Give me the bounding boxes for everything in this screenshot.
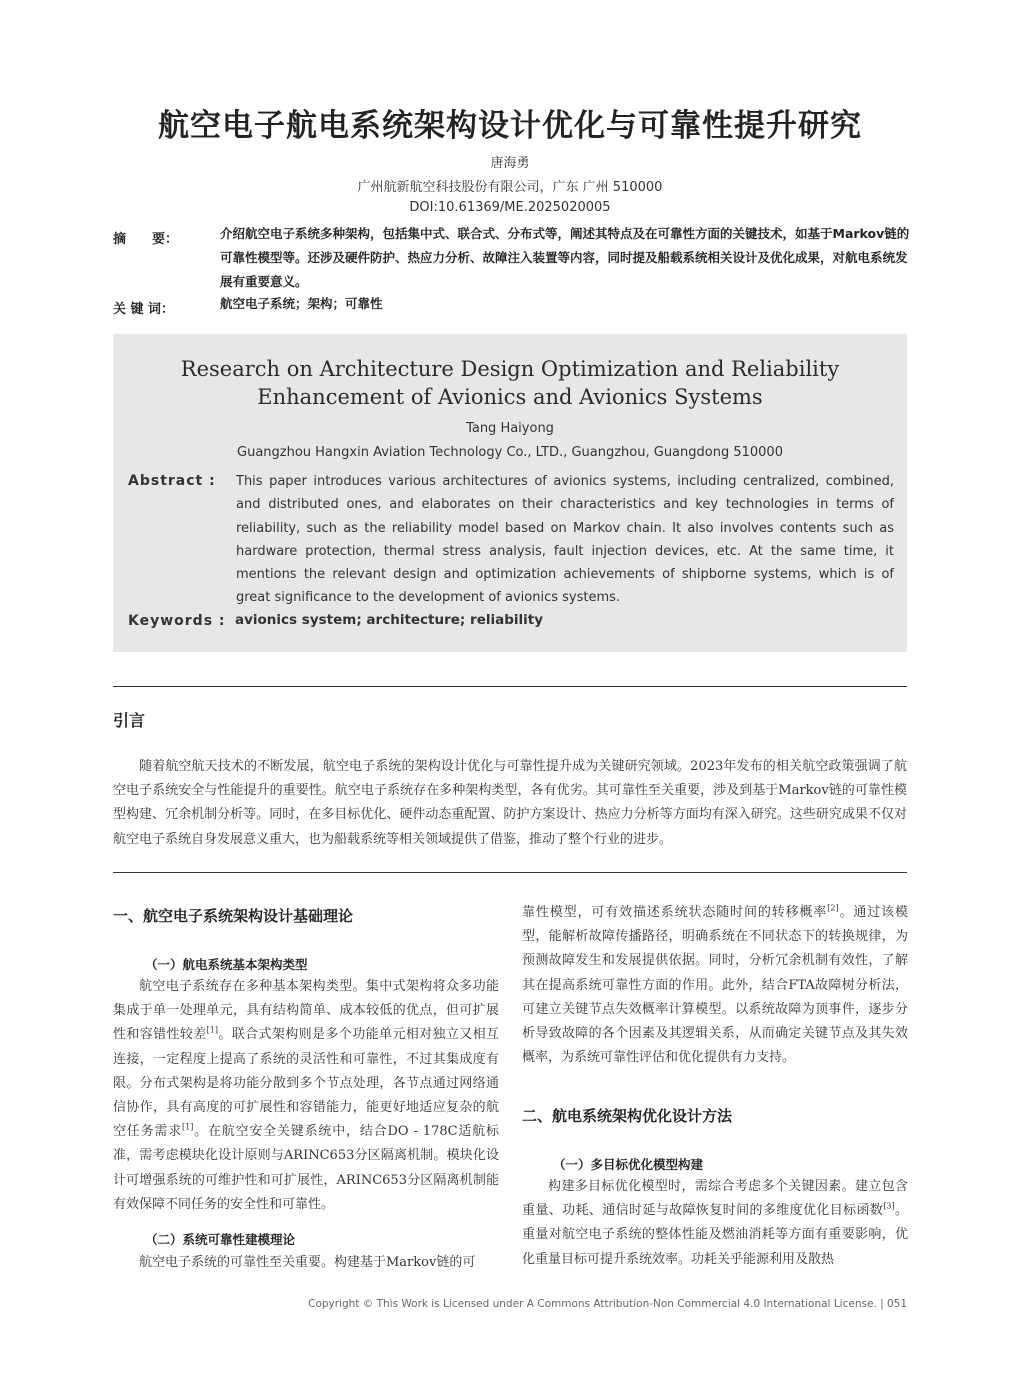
doi: DOI:10.61369/ME.2025020005 <box>409 200 611 215</box>
english-keywords-label: Keywords : <box>128 613 226 629</box>
section1-sub2-paragraph-cont: 靠性模型，可有效描述系统状态随时间的转移概率[2]。通过该模型，能解析故障传播路径，明确系统在不同状态下的转换规律，为预测故障发生和发展提供依据。同时，分析冗余机制有效性，了解其在提高系统可靠性方面的作用。此外，结合FTA故障树分析法，可建立关键节点失效概率计算模型。以系统故障为顶事件，逐步分析导致故障的各个因素及其逻辑关系，从而确定关键节点及其失效概率，为系统可靠性评估和优化提供有力支持。 <box>522 903 908 1066</box>
citation[interactable]: [1] <box>206 1026 219 1036</box>
keywords-label: 关 键 词： <box>113 302 175 317</box>
section2-sub1-paragraph: 构建多目标优化模型时，需综合考虑多个关键因素。建立包含重量、功耗、通信时延与故障恢复时间的多维度优化目标函数[3]。重量对航空电子系统的整体性能及燃油消耗等方面有重要影响，优化重量目标可提升系统效率。功耗关乎能源利用及散热 <box>522 1179 908 1267</box>
keywords-text: 航空电子系统；架构；可靠性 <box>220 296 383 311</box>
abstract-label: 摘 要： <box>113 232 179 247</box>
english-author: Tang Haiyong <box>466 421 554 436</box>
english-abstract-text: This paper introduces various architectures of avionics systems, including centralized, combined, and distributed ones, and elaborates on their characteristics and key technologies in terms of reliability, such as the reliability model based on Markov chain. It also involves contents such as hardware protection, thermal stress analysis, fault injection devices, etc. At the same time, it mentions the relevant design and optimization achievements of shipborne systems, which is of great significance to the development of avionics systems. <box>236 474 894 606</box>
intro-paragraph: 随着航空航天技术的不断发展，航空电子系统的架构设计优化与可靠性提升成为关键研究领域。2023年发布的相关航空政策强调了航空电子系统安全与性能提升的重要性。航空电子系统存在多种架构类型，各有优劣。其可靠性至关重要，涉及到基于Markov链的可靠性模型构建、冗余机制分析等。同时，在多目标优化、硬件动态重配置、防护方案设计、热应力分析等方面均有深入研究。这些研究成果不仅对航空电子系统自身发展意义重大，也为船载系统等相关领域提供了借鉴，推动了整个行业的进步。 <box>113 759 907 847</box>
english-affiliation: Guangzhou Hangxin Aviation Technology Co., LTD., Guangzhou, Guangdong 510000 <box>237 445 783 460</box>
section1-sub2-heading: （二）系统可靠性建模理论 <box>145 1232 296 1247</box>
citation[interactable]: [1] <box>182 1122 194 1132</box>
section2-heading: 二、航电系统架构优化设计方法 <box>522 1107 733 1125</box>
citation[interactable]: [3] <box>883 1201 895 1211</box>
citation[interactable]: [2] <box>827 903 839 913</box>
english-abstract-label: Abstract : <box>128 473 216 489</box>
section1-sub1-heading: （一）航电系统基本架构类型 <box>145 957 308 972</box>
page-footer: Copyright © This Work is Licensed under A Commons Attribution-Non Commercial 4.0 International License. | 051 <box>308 1298 907 1310</box>
section1-sub1-paragraph: 航空电子系统存在多种基本架构类型。集中式架构将众多功能集成于单一处理单元，具有结构简单、成本较低的优点，但可扩展性和容错性较差[1]。联合式架构则是多个功能单元相对独立又相互连接，一定程度上提高了系统的灵活性和可靠性，不过其集成度有限。分布式架构是将功能分散到多个节点处理，各节点通过网络通信协作，具有高度的可扩展性和容错能力，能更好地适应复杂的航空任务需求[1]。在航空安全关键系统中，结合DO - 178C适航标准，需考虑模块化设计原则与ARINC653分区隔离机制。模块化设计可增强系统的可维护性和可扩展性，ARINC653分区隔离机制能有效保障不同任务的安全性和可靠性。 <box>113 979 499 1212</box>
affiliation: 广州航新航空科技股份有限公司，广东 广州 510000 <box>357 180 663 195</box>
abstract-text: 介绍航空电子系统多种架构，包括集中式、联合式、分布式等，阐述其特点及在可靠性方面的关键技术，如基于Markov链的可靠性模型等。还涉及硬件防护、热应力分析、故障注入装置等内容，同时提及船载系统相关设计及优化成果，对航电系统发展有重要意义。 <box>220 226 910 289</box>
section2-sub1-heading: （一）多目标优化模型构建 <box>553 1157 704 1172</box>
english-title: Research on Architecture Design Optimization and Reliability Enhancement of Avionics and Avionics Systems <box>180 357 840 409</box>
english-keywords-text: avionics system; architecture; reliability <box>235 612 544 628</box>
author: 唐海勇 <box>490 156 530 171</box>
divider-top <box>113 686 907 687</box>
intro-heading: 引言 <box>113 711 146 730</box>
section1-sub2-paragraph: 航空电子系统的可靠性至关重要。构建基于Markov链的可 <box>139 1255 476 1270</box>
section1-heading: 一、航空电子系统架构设计基础理论 <box>113 907 354 925</box>
paper-title: 航空电子航电系统架构设计优化与可靠性提升研究 <box>158 108 862 144</box>
divider-bottom <box>113 872 907 873</box>
